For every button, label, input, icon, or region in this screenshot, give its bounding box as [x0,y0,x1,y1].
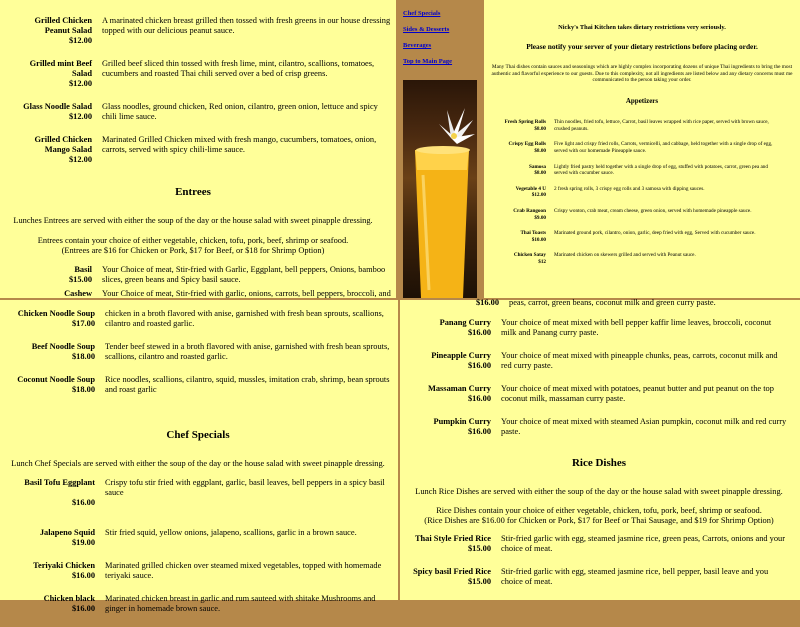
item-price: $16.00 [467,328,491,337]
menu-item [484,252,800,265]
menu-frame-bottom-right[interactable] [400,300,800,600]
item-price: $8.00 [534,125,546,132]
item-name: Samosa [528,163,546,170]
item-description: Thin noodles, fried tofu, lettuce, Carrot, basil leaves wrapped with rice paper, served with brown sauce, crushed peanuts. [554,119,769,132]
item-price: $12.00 [531,192,546,199]
item-name: Pumpkin Curry [433,417,491,426]
item-name: Thai Style Fried Rice [414,534,491,543]
menu-item [400,567,787,587]
menu-item [10,289,392,299]
menu-item [484,186,800,199]
chef-specials-note: Lunch Chef Specials are served with either the soup of the day or the house salad with sweet pinapple dressing. [11,459,385,468]
item-name: Grilled mint Beef Salad [29,59,92,78]
item-description: Tender beef stewed in a broth flavored with anise, garnished with fresh bean sprouts, scallions, cilantro and roasted garlic. [105,342,390,361]
item-price: $17.00 [71,319,95,328]
nav-link-main-page[interactable]: Top to Main Page [403,58,453,65]
item-description: Stir fried squid, yellow onions, jalapeno, scallions, garlic in a brown sauce. [105,528,357,537]
nav-link-sides-desserts[interactable]: Sides & Desserts [403,26,450,33]
item-price: $10.00 [531,236,546,243]
menu-item [484,164,800,177]
menu-item [484,141,800,154]
item-price: $12 [538,259,546,265]
item-description: Your Choice of meat, Stir-fried with Garlic, Eggplant, bell peppers, Onions, bamboo slices, green beans and Spicy basil sauce. [102,265,386,284]
item-name: Crab Rangoon [513,208,546,215]
item-description: Marinated Grilled Chicken mixed with fresh mango, cucumbers, tomatoes, onion, carrots, served with spicy chili-lime sauce. [102,135,377,154]
item-name: Basil Tofu Eggplant [24,478,95,487]
item-name: Grilled Chicken Mango Salad [34,135,92,154]
item-name: Coconut Noodle Soup [17,375,95,384]
nav-link-chef-specials[interactable]: Chef Specials [403,10,441,17]
menu-item [6,594,391,614]
menu-item [484,119,800,132]
item-name: Spicy basil Fried Rice [413,567,491,576]
menu-item [10,16,392,46]
item-description: Stir-fried garlic with egg, steamed jasmine rice, bell pepper, basil leave and you choice of meat. [501,567,769,586]
menu-item [400,417,787,437]
chef-specials-heading: Chef Specials [166,429,230,441]
entrees-note: Lunches Entrees are served with either the soup of the day or the house salad with sweet pinapple dressing. [13,216,373,225]
item-description: Marinated chicken breast in garlic and rum sauteed with shitake Mushrooms and ginger in homemade brown sauce. [105,594,376,613]
item-name: Crispy Egg Rolls [508,141,546,148]
entrees-heading: Entrees [175,186,211,198]
item-description: Crispy tofu stir fried with eggplant, garlic, basil leaves, bell peppers in a spicy basil sauce [105,478,385,497]
drink-photo [403,80,477,298]
item-description: Marinated ground pork, cilantro, onion, garlic, deep fried with egg, Served with cucumber sauce. [554,230,756,237]
menu-item [10,135,392,165]
item-name: Basil [74,265,92,274]
item-name: Chicken Satay [513,252,546,259]
item-description: Five light and crispy fried rolls, Carrots, vermicelli, and cabbage, held together with a single drop of egg, served with our homemade Pineapple sauce. [554,141,773,155]
item-description: peas, carrot, green beans, coconut milk and green curry paste. [509,298,716,307]
entrees-choice-note: Entrees contain your choice of either vegetable, chicken, tofu, pork, beef, shrimp or seafood. [37,236,349,245]
menu-item [6,342,391,362]
menu-item [6,375,391,395]
item-description: Stir-fried garlic with egg, steamed jasmine rice, green peas, Carrots, onions and your choice of meat. [501,534,786,553]
item-description: Rice noodles, scallions, cilantro, squid, mussles, imitation crab, shrimp, bean sprouts and roast garlic [105,375,390,394]
item-name: Chicken black [43,594,95,603]
item-name: Vegetable 4 U [515,185,546,192]
menu-frame-bottom-left[interactable] [0,300,398,613]
nav-link-beverages[interactable]: Beverages [403,42,432,49]
item-price: $12.00 [68,155,92,164]
menu-item [408,298,795,308]
menu-item [484,230,800,243]
item-description: Marinated grilled chicken over steamed mixed vegetables, topped with homemade teriyaki sauce. [105,561,382,580]
item-price: $16.00 [467,427,491,436]
orange-drink-illustration [403,80,477,298]
item-price: $12.00 [68,36,92,45]
item-price: $19.00 [71,538,95,547]
item-price: $16.00 [475,298,499,307]
item-name: Jalapeno Squid [39,528,95,537]
rice-dishes-note: Lunch Rice Dishes are served with either the soup of the day or the house salad with sweet pinapple dressing. [415,487,783,496]
menu-item [484,208,800,221]
entrees-price-note: (Entrees are $16 for Chicken or Pork, $17 for Beef, or $18 for Shrimp Option) [61,246,325,255]
menu-item [10,59,392,89]
item-name: Chicken Noodle Soup [17,309,95,318]
menu-item [400,384,787,404]
item-name: Beef Noodle Soup [31,342,95,351]
menu-item [6,528,391,548]
item-price: $18.00 [71,352,95,361]
item-price: $18.00 [71,385,95,394]
menu-frame-top-left[interactable] [0,0,396,298]
item-price: $12.00 [68,112,92,121]
item-name: Pineapple Curry [431,351,491,360]
item-description: 2 fresh spring rolls, 3 crispy egg rolls and 3 samosa with dipping sauces. [554,185,705,192]
item-description: Grilled beef sliced thin tossed with fresh lime, mint, cilantro, scallions, tomatoes, cucumbers and roasted Thai chili served over a bed of crisp greens. [102,59,375,78]
item-description: A marinated chicken breast grilled then tossed with fresh greens in our house dressing topped with our delicious peanut sauce. [102,16,391,35]
item-description: Your choice of meat mixed with steamed Asian pumpkin, coconut milk and red curry paste. [501,417,787,436]
item-description: Your choice of meat mixed with potatoes, peanut butter and put peanut on the top coconut milk, massaman curry paste. [501,384,774,403]
item-name: Cashew [64,289,92,298]
nav-sidebar [400,0,480,298]
item-description: Glass noodles, ground chicken, Red onion, cilantro, green onion, lettuce and spicy chili lime sauce. [102,102,378,121]
item-price: $16.00 [467,394,491,403]
item-price: $12.00 [68,79,92,88]
rice-dishes-price-note: (Rice Dishes are $16.00 for Chicken or Pork, $17 for Beef or Thai Sausage, and $19 for Shrimp Option) [424,516,774,525]
item-price: $9.00 [534,214,546,221]
menu-item [10,265,392,285]
rice-dishes-heading: Rice Dishes [571,457,627,469]
item-price: $16.00 [467,361,491,370]
menu-item [6,478,391,508]
menu-frame-top-right[interactable] [400,0,800,298]
item-description: Marinated chicken on skewers grilled and served with Peanut sauce. [554,252,696,259]
main-content[interactable] [484,0,800,298]
menu-item [6,309,391,329]
appetizers-heading: Appetizers [625,96,659,105]
dietary-request: Please notify your server of your dietary restrictions before placing order. [526,41,758,51]
menu-item [400,318,787,338]
menu-item [400,351,787,371]
item-price: $15.00 [68,275,92,284]
menu-item [6,561,391,581]
item-description: Crispy wonton, crab meat, cream cheese, green onion, served with homemade pineapple sauce. [554,208,752,215]
menu-item [10,102,392,122]
item-description: Lightly fried pastry held together with a single drop of egg, stuffed with potatoes, carrot, green pea and served with cucumber sauce. [554,163,768,177]
item-description: chicken in a broth flavored with anise, garnished with fresh bean sprouts, scallions, cilantro and roasted garlic. [105,309,384,328]
item-name: Grilled Chicken Peanut Salad [34,16,92,35]
item-name: Glass Noodle Salad [23,102,92,111]
item-price: $16.00 [71,571,95,580]
item-description: Your choice of meat mixed with bell pepper kaffir lime leaves, broccoli, coconut milk and Panang curry paste. [501,318,772,337]
item-description: Your choice of meat mixed with pineapple chunks, peas, carrots, coconut milk and red curry paste. [501,351,778,370]
item-name: Fresh Spring Rolls [504,119,546,126]
item-price: $15.00 [467,577,491,586]
item-price: $8.00 [534,148,546,155]
item-price: $16.00 [71,604,95,613]
item-price: $8.00 [534,170,546,177]
dietary-notice: Nicky's Thai Kitchen takes dietary restrictions very seriously. [558,24,726,31]
item-name: Thai Toasts [520,230,546,237]
rice-dishes-choice-note: Rice Dishes contain your choice of either vegetable, chicken, tofu, pork, beef, shrimp or seafood. [436,506,762,515]
item-price: $15.00 [467,544,491,553]
ingredients-disclaimer: Many Thai dishes contain sauces and seasonings which are highly complex incorporating dozens of unique Thai ingredients to bring the most authentic and flavorful experience to our guests. Due to this complexity, not all ingredients are listed below and any dietary concerns must me communicated to the person taking your order. [491,64,793,84]
item-description: Your Choice of meat, Stir-fried with garlic, onions, carrots, bell peppers, broccoli, and [102,289,391,298]
menu-item [400,534,787,554]
item-name: Panang Curry [439,318,491,327]
item-name: Massaman Curry [427,384,491,393]
item-name: Teriyaki Chicken [33,561,95,570]
item-price: $16.00 [71,498,95,507]
